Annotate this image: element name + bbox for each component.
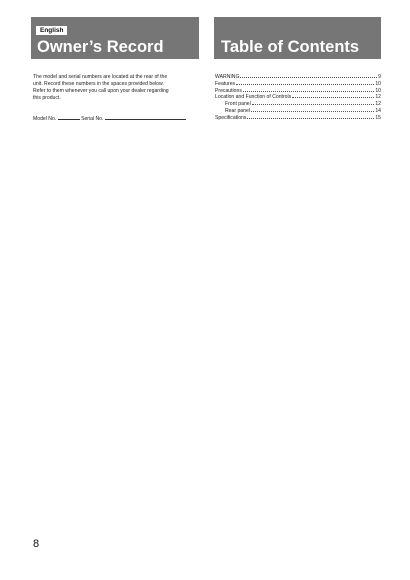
toc-entry-page: 10 xyxy=(375,87,381,94)
toc-entry-page: 10 xyxy=(375,80,381,87)
toc-entry[interactable] xyxy=(215,88,381,95)
toc-entry-label: Specifications xyxy=(215,114,247,121)
owners-record-text xyxy=(33,74,199,102)
toc-entry-label: Rear panel xyxy=(225,107,250,114)
table-of-contents-title: Table of Contents xyxy=(221,38,360,56)
toc-entry-label: Location and Function of Controls xyxy=(215,94,292,101)
toc-leader-dots xyxy=(236,84,374,85)
toc-entry[interactable] xyxy=(215,115,381,122)
toc-subentry[interactable] xyxy=(215,101,381,108)
serial-number-blank[interactable] xyxy=(105,114,186,120)
owners-record-line: Refer to them whenever you call upon your dealer regarding xyxy=(33,88,169,94)
toc-entry-label: WARNING xyxy=(215,74,240,80)
record-fields xyxy=(33,114,199,123)
toc-entry-page: 14 xyxy=(375,107,381,114)
owners-record-title: Owner’s Record xyxy=(37,38,164,56)
owners-record-line: this product. xyxy=(33,95,61,101)
model-number-label: Model No. xyxy=(33,116,57,122)
toc-entry-label: Front panel xyxy=(225,101,251,108)
toc-leader-dots xyxy=(247,118,374,119)
toc-entry[interactable] xyxy=(215,94,381,101)
owners-record-line: The model and serial numbers are located at the rear of the xyxy=(33,74,168,80)
toc-subentry[interactable] xyxy=(215,108,381,115)
toc-entry[interactable] xyxy=(215,81,381,88)
toc-entry-page: 15 xyxy=(375,114,381,121)
toc-entry-page: 12 xyxy=(375,101,381,108)
toc-entry-page: 9 xyxy=(378,74,381,80)
toc-entry-label: Features xyxy=(215,80,236,87)
toc-leader-dots xyxy=(240,77,377,78)
model-number-blank[interactable] xyxy=(58,114,80,120)
language-tag: English xyxy=(36,26,67,35)
table-of-contents xyxy=(215,74,381,122)
owners-record-line: unit. Record these numbers in the spaces provided below. xyxy=(33,81,164,87)
toc-entry-page: 12 xyxy=(375,94,381,101)
toc-leader-dots xyxy=(292,97,374,98)
table-of-contents-banner xyxy=(214,17,381,59)
toc-entry-label: Precautions xyxy=(215,87,242,94)
page-number: 8 xyxy=(33,538,40,550)
toc-entry[interactable] xyxy=(215,74,381,81)
serial-number-label: Serial No. xyxy=(81,116,104,122)
toc-leader-dots xyxy=(252,104,375,105)
toc-leader-dots xyxy=(243,91,374,92)
owners-record-banner xyxy=(31,17,199,59)
toc-leader-dots xyxy=(251,111,374,112)
